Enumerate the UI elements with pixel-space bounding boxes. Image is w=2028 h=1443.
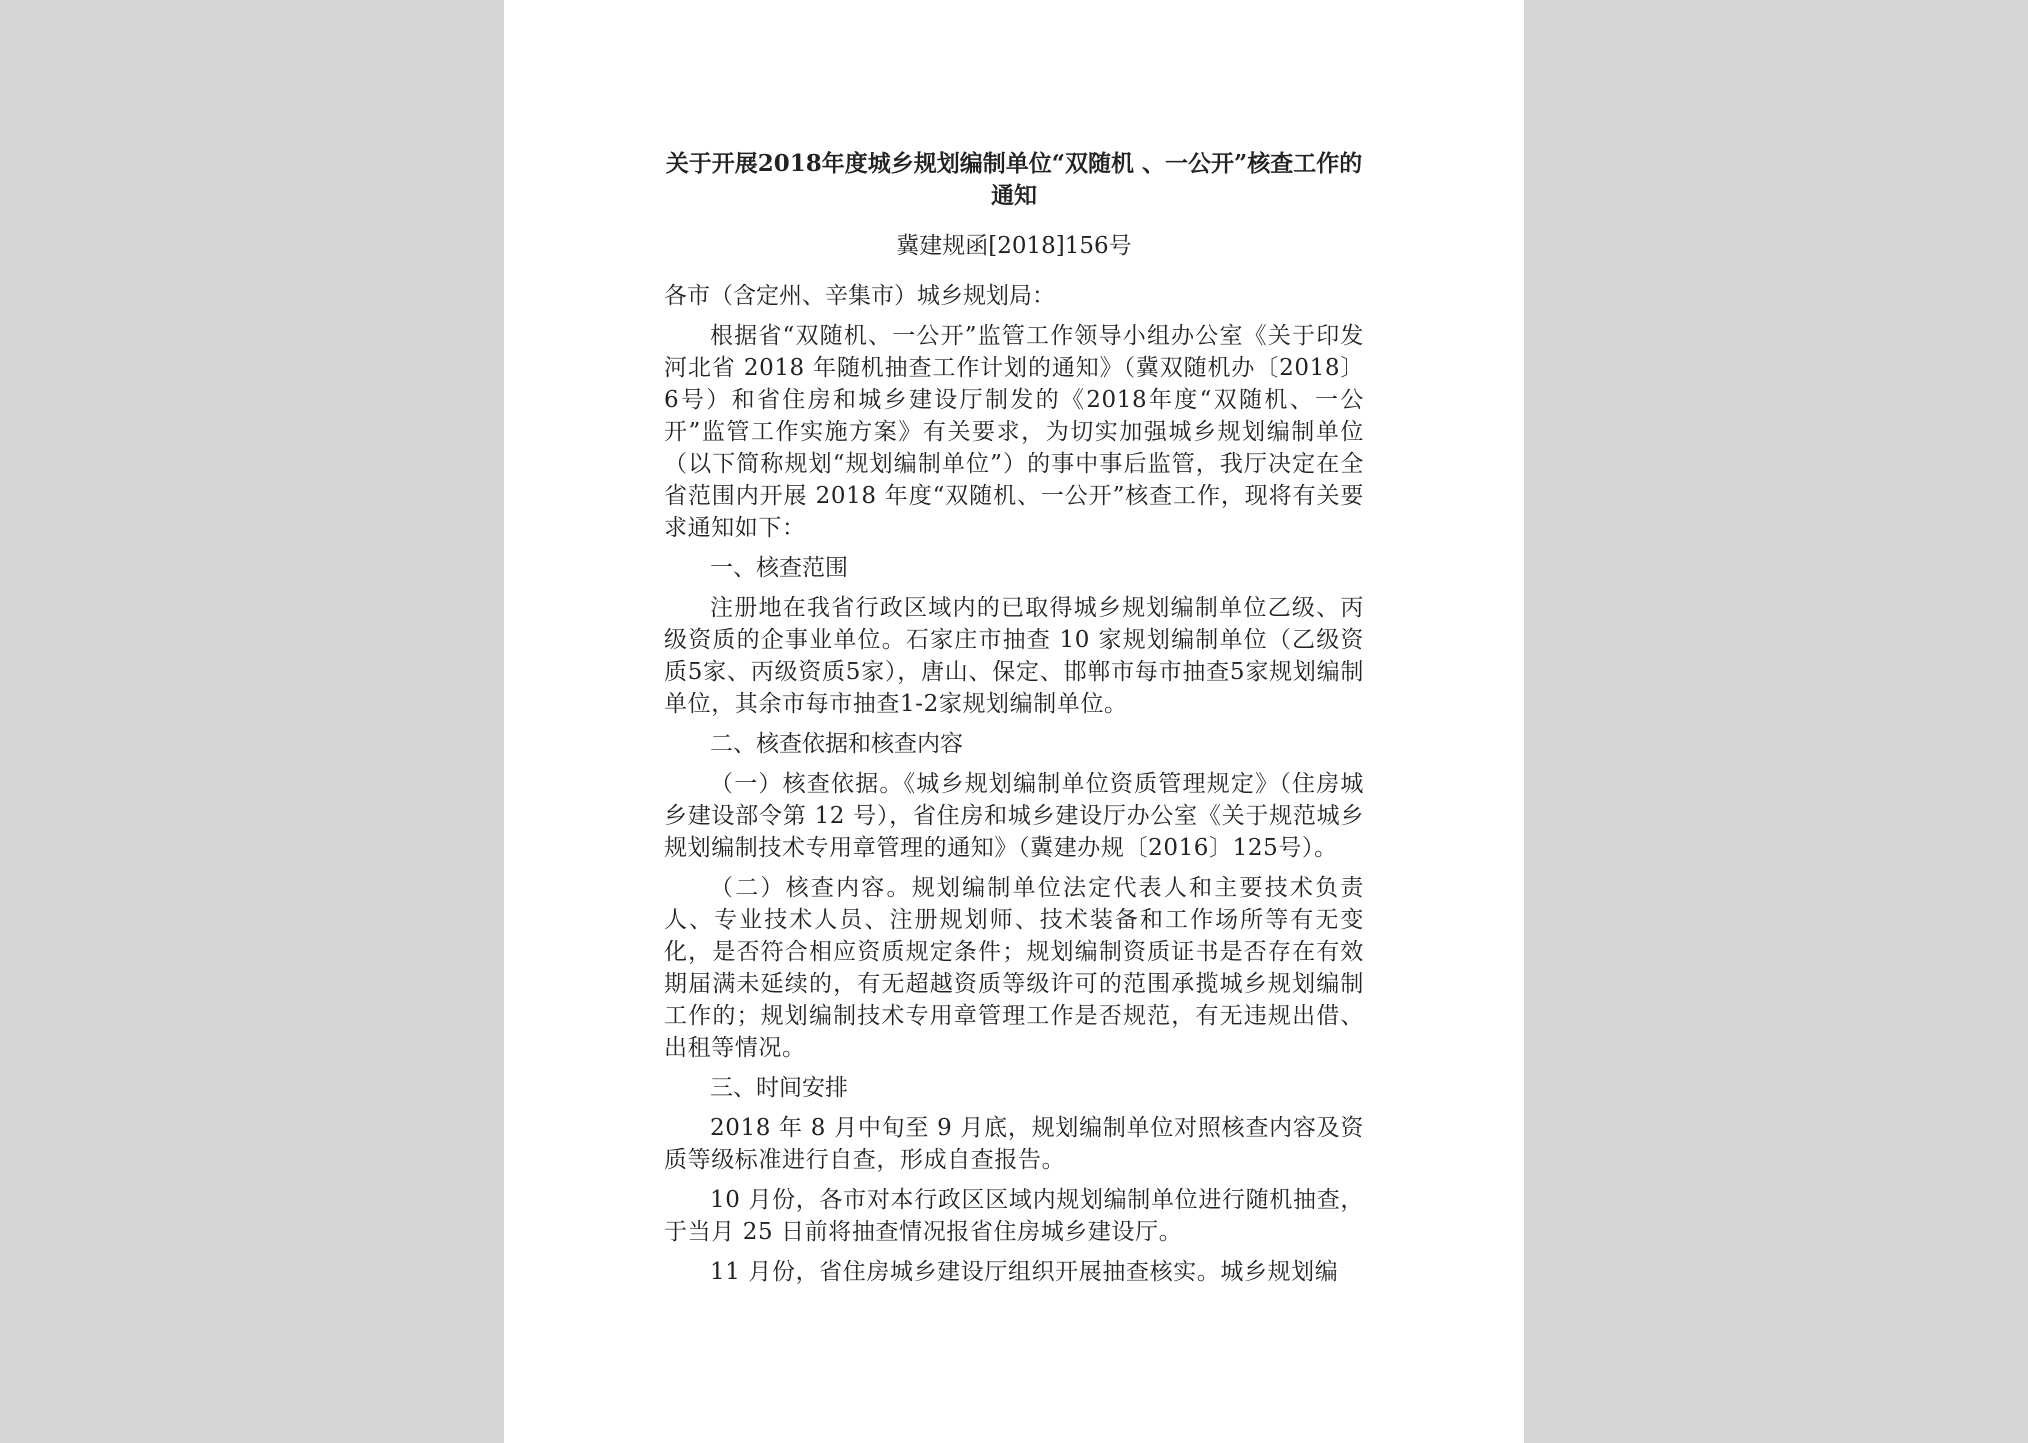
section-basis-item-2: （二）核查内容。规划编制单位法定代表人和主要技术负责人、专业技术人员、注册规划师、技术装备和工作场所等有无变化，是否符合相应资质规定条件；规划编制资质证书是否存在有效期届满未延续的，有无超越资质等级许可的范围承揽城乡规划编制工作的；规划编制技术专用章管理工作是否规范，有无违规出借、出租等情况。 [664,875,1364,1061]
section-scope-body: 注册地在我省行政区域内的已取得城乡规划编制单位乙级、丙级资质的企事业单位。石家庄市抽查 10 家规划编制单位（乙级资质5家、丙级资质5家），唐山、保定、邯郸市每市抽查5家规划编制单位，其余市每市抽查1-2家规划编制单位。 [664,595,1364,717]
document-number: 冀建规函[2018]156号 [896,233,1132,259]
intro-paragraph: 根据省“双随机、一公开”监管工作领导小组办公室《关于印发河北省 2018 年随机抽查工作计划的通知》（冀双随机办〔2018〕6号）和省住房和城乡建设厅制发的《2018年度“双随机、一公开”监管工作实施方案》有关要求，为切实加强城乡规划编制单位（以下简称规划“规划编制单位”）的事中事后监管，我厅决定在全省范围内开展 2018 年度“双随机、一公开”核查工作，现将有关要求通知如下： [664,323,1364,541]
section-heading-schedule: 三、时间安排 [710,1075,848,1101]
section-schedule-para-2: 10 月份，各市对本行政区区域内规划编制单位进行随机抽查，于当月 25 日前将抽查情况报省住房城乡建设厅。 [664,1187,1364,1245]
document-content [664,148,1364,1288]
document-page [504,0,1524,1443]
salutation: 各市（含定州、辛集市）城乡规划局： [664,283,1055,309]
section-heading-basis: 二、核查依据和核查内容 [710,731,963,757]
section-schedule-para-1: 2018 年 8 月中旬至 9 月底，规划编制单位对照核查内容及资质等级标准进行自查，形成自查报告。 [664,1115,1364,1173]
section-heading-scope: 一、核查范围 [710,555,848,581]
document-title: 关于开展2018年度城乡规划编制单位“双随机 、一公开”核查工作的通知 [665,150,1363,209]
section-schedule-para-3: 11 月份，省住房城乡建设厅组织开展抽查核实。城乡规划编 [710,1259,1339,1285]
section-basis-item-1: （一）核查依据。《城乡规划编制单位资质管理规定》（住房城乡建设部令第 12 号），省住房和城乡建设厅办公室《关于规范城乡规划编制技术专用章管理的通知》（冀建办规〔2016〕125号）。 [664,771,1364,861]
